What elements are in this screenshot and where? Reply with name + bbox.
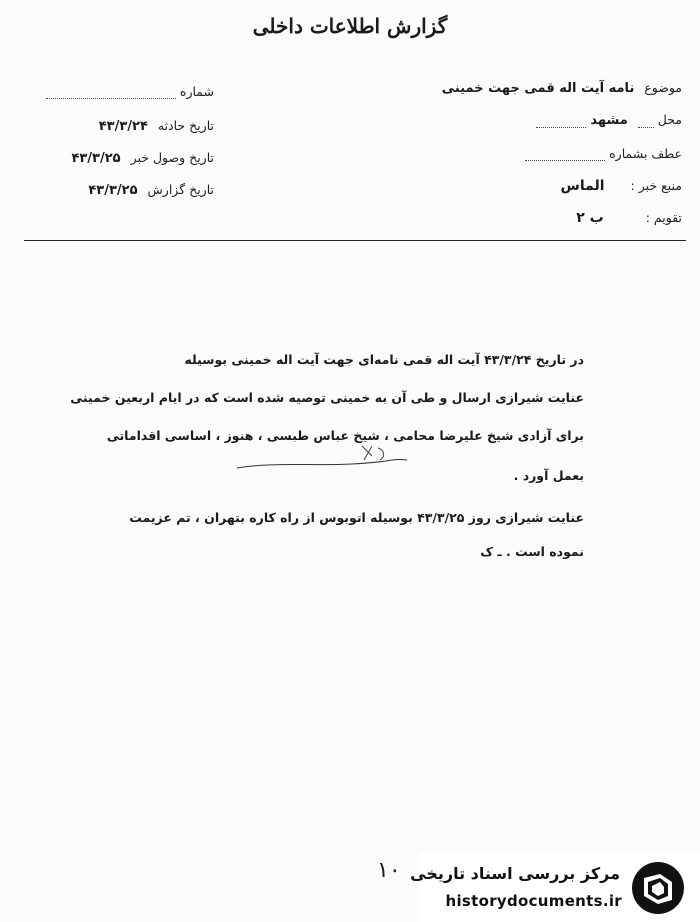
source-label: منبع خبر :	[630, 178, 682, 193]
rating-value: ب ۲	[576, 210, 604, 226]
reference-field	[525, 146, 682, 161]
reference-dots	[525, 148, 605, 161]
place-value: مشهد	[590, 113, 628, 128]
page-number: ۱۰	[377, 858, 401, 883]
reference-label: عطف بشماره	[609, 146, 682, 161]
source-value: الماس	[560, 178, 605, 194]
handwritten-scribble-icon	[232, 440, 412, 480]
received-date-value: ۴۳/۳/۲۵	[71, 151, 121, 166]
subject-value: نامه آیت اله قمی جهت خمینی	[441, 81, 635, 96]
source-field	[561, 178, 682, 194]
body-line-5: عنایت شیرازی روز ۴۳/۳/۲۵ بوسیله اتوبوس از راه کاره بتهران ، تم عزیمت	[129, 510, 584, 525]
logo-title: مرکز بررسی اسناد تاریخی	[410, 864, 620, 883]
place-dots-2	[536, 115, 586, 128]
incident-date-field	[99, 118, 214, 134]
body-line-3: برای آزادی شیخ علیرضا محامی ، شیخ عباس طبسی ، هنوز ، اساسی اقداماتی	[106, 428, 584, 443]
document-title: گزارش اطلاعات داخلی	[252, 14, 448, 38]
report-date-field	[88, 182, 214, 198]
number-label: شماره	[179, 84, 214, 99]
rating-field	[576, 210, 682, 226]
header-divider	[24, 240, 686, 241]
rating-label: تقویم :	[645, 210, 682, 225]
place-dots	[638, 115, 654, 128]
number-dots	[46, 86, 176, 99]
logo-url: historydocuments.ir	[445, 892, 622, 910]
subject-label: موضوع	[644, 80, 682, 95]
received-date-field	[71, 150, 214, 166]
book-emblem-icon	[630, 860, 686, 916]
place-label: محل	[657, 112, 682, 127]
subject-field	[442, 80, 682, 96]
report-date-value: ۴۳/۳/۲۵	[88, 183, 138, 198]
body-line-6: نموده است . ـ ک	[480, 544, 584, 559]
received-date-label: تاریخ وصول خبر	[130, 150, 214, 165]
body-line-4: بعمل آورد .	[513, 468, 584, 483]
incident-date-value: ۴۳/۳/۲۴	[98, 119, 148, 134]
body-line-2: عنایت شیرازی ارسال و طی آن به خمینی توصیه شده است که در ایام اربعین خمینی	[70, 390, 584, 405]
number-field	[46, 84, 214, 99]
incident-date-label: تاریخ حادثه	[157, 118, 214, 133]
report-date-label: تاریخ گزارش	[147, 182, 214, 197]
body-line-1: در تاریخ ۴۳/۳/۲۴ آیت اله قمی نامه‌ای جهت آیت اله خمینی بوسیله	[184, 352, 584, 367]
place-field	[536, 112, 682, 128]
archive-logo	[410, 852, 700, 922]
